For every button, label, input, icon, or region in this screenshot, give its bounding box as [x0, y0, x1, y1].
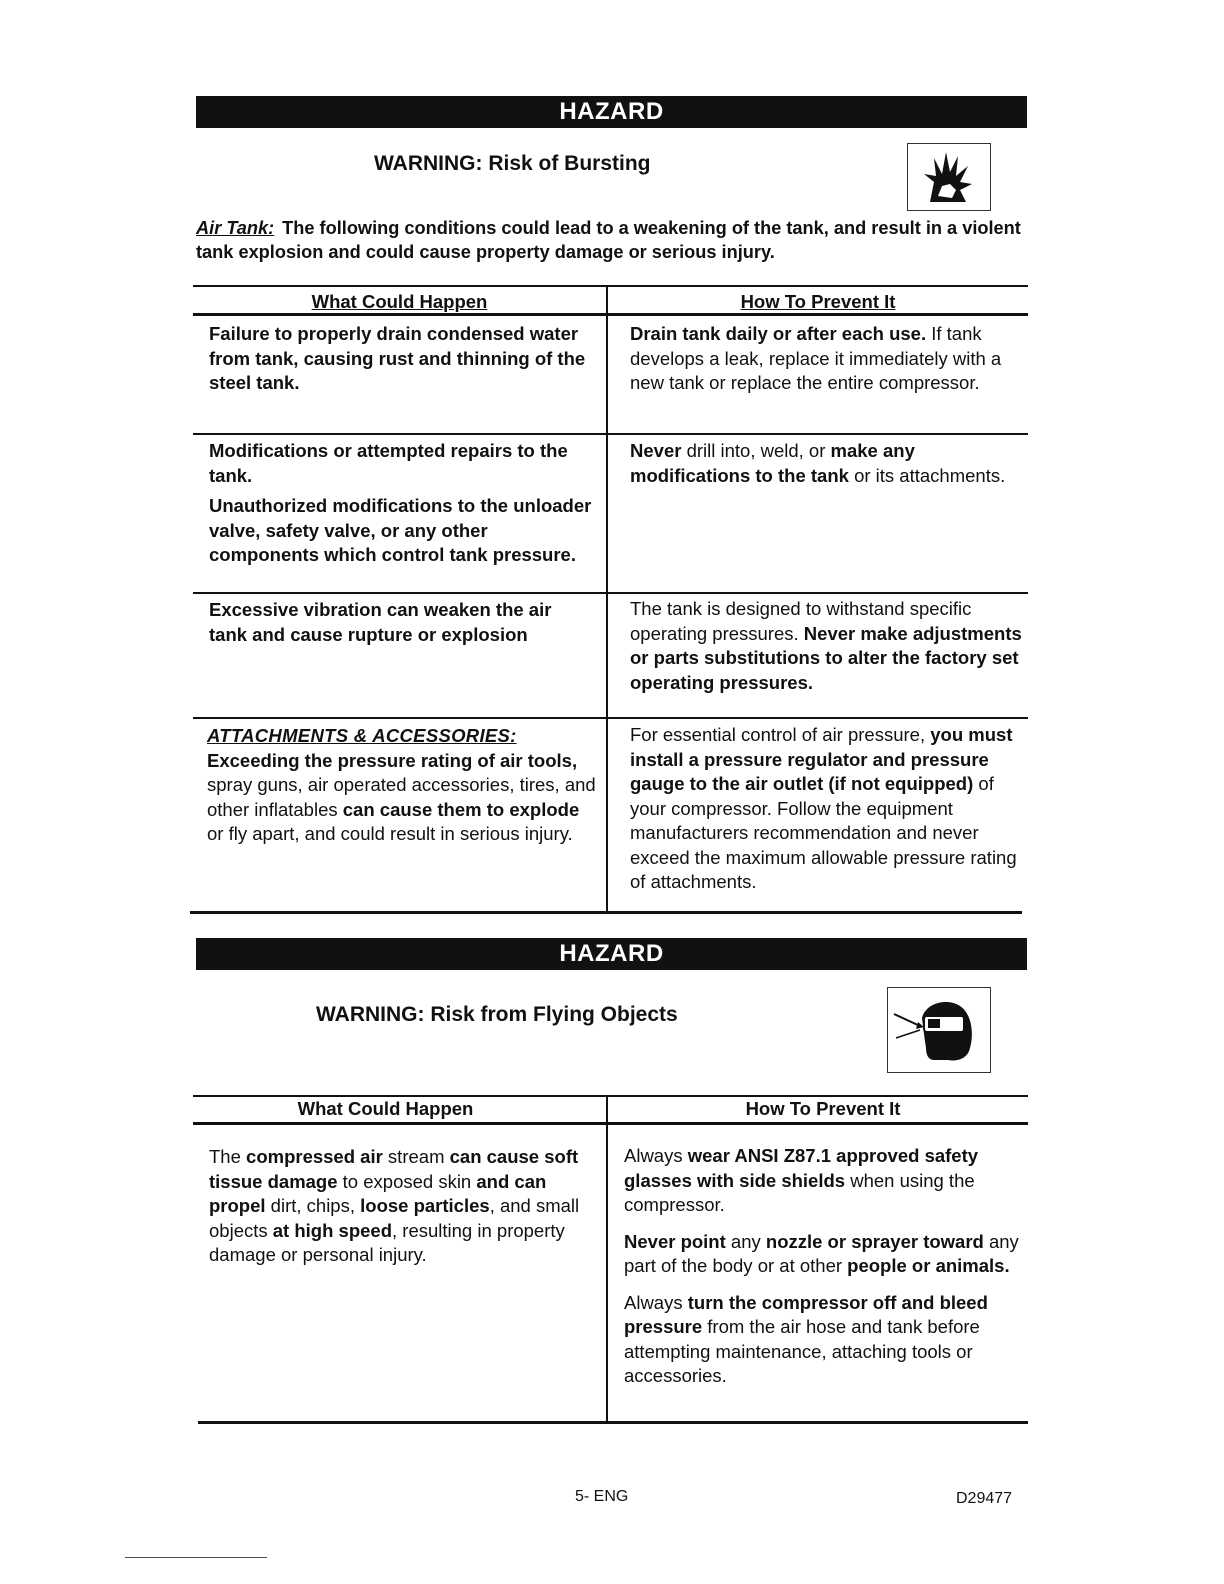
text-run: make any modifications to the tank — [630, 440, 915, 486]
text-run: , resulting in property damage or personal injury. — [209, 1219, 565, 1265]
document-number: D29477 — [956, 1490, 1013, 1507]
table2-bottom-rule — [198, 1421, 1028, 1424]
safety-goggles-icon — [887, 987, 991, 1073]
text-run: For essential control of air pressure, — [630, 724, 931, 745]
column-header-right: How To Prevent It — [740, 291, 896, 312]
text-run: from the air hose and tank before attempting maintenance, attaching tools or accessories. — [624, 1316, 980, 1386]
text-run: Exceeding the pressure rating of air tools, — [207, 749, 578, 771]
text-run: any — [725, 1230, 766, 1252]
text-run: at high speed — [272, 1219, 393, 1241]
table-bottom-rule — [190, 911, 1022, 914]
warning-title: WARNING: Risk of Bursting — [374, 152, 651, 175]
table-top-rule — [193, 285, 1028, 287]
column-header-left: What Could Happen — [311, 291, 488, 312]
row-3-prevention — [630, 597, 1025, 695]
text-run: turn the compressor off and bleed pressure — [624, 1291, 988, 1337]
text-run: and can propel — [209, 1170, 547, 1216]
row-divider — [193, 717, 1028, 719]
text-run: If tank develops a leak, replace it immediately with a new tank or replace the entire compressor. — [630, 323, 1002, 393]
text-run: can cause them to explode — [342, 798, 580, 820]
text-run: Drain tank daily or after each use. — [630, 323, 927, 344]
row-2-hazard: Modifications or attempted repairs to the tank. Unauthorized modifications to the unloader valve, safety valve, or any other components which control tank pressure. — [209, 440, 592, 565]
prevention-paragraph — [624, 1230, 1024, 1279]
intro-text: The following conditions could lead to a weakening of the tank, and result in a violent tank explosion and could cause property damage or serious injury. — [196, 218, 1021, 262]
text-run: compressed air — [246, 1146, 383, 1167]
text-run: people or animals. — [847, 1255, 1010, 1276]
flying-objects-hazard — [209, 1145, 594, 1268]
text-run: nozzle or sprayer toward — [765, 1230, 984, 1252]
table-header-rule — [193, 313, 1028, 316]
column-header-right-2: How To Prevent It — [745, 1098, 901, 1119]
text-run: Always — [624, 1291, 688, 1313]
hazard-banner: HAZARD — [196, 96, 1027, 128]
row-4-prevention — [630, 723, 1025, 895]
text-run: or its attachments. — [848, 464, 1006, 486]
flying-objects-prevention — [624, 1144, 1024, 1401]
text-run: The — [209, 1146, 247, 1167]
text-run: Always — [624, 1145, 688, 1166]
row-2-prevention — [630, 439, 1015, 488]
text-run: stream — [382, 1146, 450, 1167]
text-run: Never — [630, 440, 682, 461]
text-run: The tank is designed to withstand specific operating pressures. — [630, 598, 972, 644]
prevention-paragraph — [624, 1144, 1024, 1218]
text-run: loose particles — [360, 1195, 490, 1216]
table2-header-rule — [193, 1122, 1028, 1125]
column-header-left-2: What Could Happen — [297, 1098, 474, 1119]
warning-title-2: WARNING: Risk from Flying Objects — [316, 1003, 678, 1026]
text-run: to exposed skin — [337, 1170, 477, 1192]
table2-top-rule — [193, 1095, 1028, 1097]
hazard-banner-2: HAZARD — [196, 938, 1027, 970]
intro-paragraph — [196, 216, 1031, 264]
text-run: spray guns, air operated accessories, tires, and other inflatables — [207, 774, 596, 820]
text-run: you must install a pressure regulator and pressure gauge to the air outlet (if not equipped) — [630, 724, 1013, 794]
page-number: 5- ENG — [575, 1488, 629, 1505]
row-1-prevention — [630, 322, 1015, 396]
text-run: dirt, chips, — [265, 1195, 361, 1216]
attachments-heading: ATTACHMENTS & ACCESSORIES: — [207, 725, 517, 746]
text-run: wear ANSI Z87.1 approved safety glasses with side shields — [624, 1145, 979, 1191]
text-run: Never make adjustments or parts substitutions to alter the factory set operating pressures. — [630, 622, 1022, 693]
text-run: can cause soft tissue damage — [209, 1146, 579, 1192]
text-run: of your compressor. Follow the equipment manufacturers recommendation and never exceed the maximum allowable pressure rating of attachments. — [630, 773, 1017, 892]
row-4-hazard — [207, 724, 597, 847]
explosion-icon — [907, 143, 991, 211]
row-divider — [193, 433, 1028, 435]
row-3-hazard — [209, 598, 594, 647]
text-run: when using the compressor. — [624, 1169, 975, 1215]
row-1-hazard — [209, 322, 594, 396]
table2-column-divider — [606, 1095, 608, 1423]
intro-lead: Air Tank: — [196, 218, 275, 238]
text-run: , and small objects — [209, 1195, 580, 1241]
table-column-divider — [606, 285, 608, 913]
page-link-underline[interactable] — [125, 1557, 267, 1558]
row-divider — [193, 592, 1028, 594]
text-run: Excessive vibration can weaken the air tank and cause rupture or explosion — [209, 599, 552, 645]
text-run: Failure to properly drain condensed water from tank, causing rust and thinning of the steel tank. — [209, 323, 586, 393]
text-run: Never point — [624, 1230, 726, 1252]
text-run: drill into, weld, or — [681, 440, 831, 461]
text-run: or fly apart, and could result in serious injury. — [207, 823, 573, 844]
prevention-paragraph — [624, 1291, 1024, 1389]
text-run: any part of the body or at other — [624, 1230, 1019, 1276]
